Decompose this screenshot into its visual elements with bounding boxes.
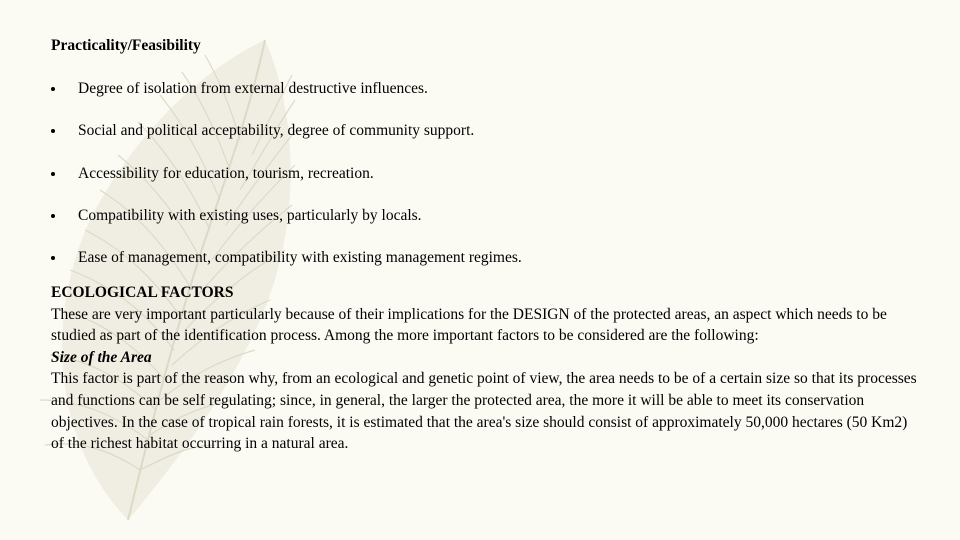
bullet-text: Social and political acceptability, degree of community support.: [78, 122, 475, 140]
bullet-dot-icon: [51, 172, 55, 176]
bullet-text: Compatibility with existing uses, particularly by locals.: [78, 206, 422, 224]
ecological-factors-section: [51, 282, 921, 455]
bullet-text: Degree of isolation from external destructive influences.: [78, 80, 428, 97]
ecological-intro-paragraph: These are very important particularly because of their implications for the DESIGN of the protected areas, an aspect which needs to be studied as part of the identification process. Among the more important factors to be considered are the following:: [51, 305, 887, 345]
bullet-dot-icon: [51, 214, 55, 218]
bullet-dot-icon: [51, 256, 55, 260]
bullet-text: Accessibility for education, tourism, recreation.: [78, 164, 374, 182]
section-heading-feasibility: Practicality/Feasibility: [51, 37, 201, 54]
bullet-dot-icon: [51, 87, 55, 91]
bullet-text: Ease of management, compatibility with existing management regimes.: [78, 249, 522, 267]
subheading-size-of-area: Size of the Area: [51, 348, 152, 366]
size-of-area-paragraph: This factor is part of the reason why, from an ecological and genetic point of view, the area needs to be of a certain size so that its processes and functions can be self regulating; since, in general, the larger the protected area, the more it will be able to meet its conservation objectives. In the case of tropical rain forests, it is estimated that the area's size should consist of approximately 50,000 hectares (50 Km2) of the richest habitat occurring in a natural area.: [51, 370, 917, 453]
section-heading-ecological: ECOLOGICAL FACTORS: [51, 284, 234, 301]
bullet-dot-icon: [51, 129, 55, 133]
